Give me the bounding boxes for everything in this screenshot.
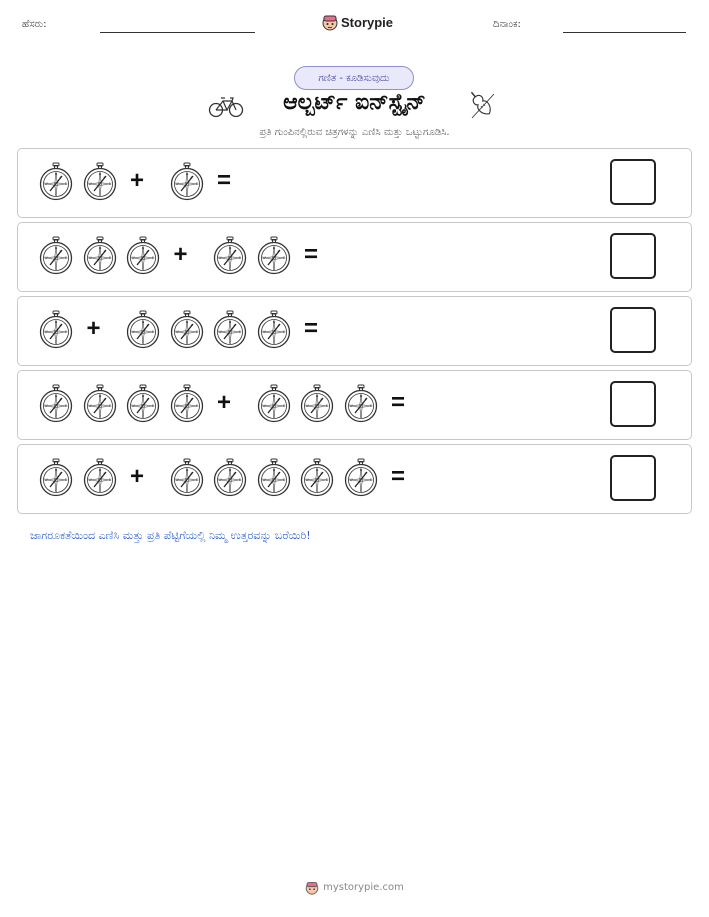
- name-label: ಹೆಸರು:: [22, 19, 47, 30]
- svg-text:W: W: [87, 182, 92, 187]
- svg-text:W: W: [44, 330, 48, 335]
- svg-text:N: N: [54, 394, 58, 398]
- addition-problem-5: [17, 444, 692, 514]
- svg-text:E: E: [325, 478, 329, 483]
- svg-text:E: E: [108, 404, 111, 409]
- right-group-item: [213, 458, 247, 502]
- compass-icon: [170, 384, 204, 424]
- svg-text:N: N: [185, 320, 188, 324]
- compass-icon: [257, 310, 291, 350]
- answer-box[interactable]: [610, 381, 656, 427]
- compass-icon: [126, 236, 160, 276]
- equals-sign: =: [304, 315, 319, 342]
- left-group-item: [83, 384, 117, 428]
- svg-text:S: S: [315, 489, 319, 493]
- svg-text:E: E: [282, 404, 285, 409]
- svg-text:N: N: [359, 394, 362, 398]
- svg-text:E: E: [238, 330, 242, 335]
- answer-instruction: ಜಾಗರೂಕತೆಯಿಂದ ಎಣಿಸಿ ಮತ್ತು ಪ್ರತಿ ಪೆಟ್ಟಿಗೆಯಲ್ಲಿ ನಿಮ್ಮ ಉತ್ತರವನ್ನು ಬರೆಯಿರಿ!: [30, 529, 311, 542]
- svg-text:E: E: [108, 478, 111, 483]
- svg-text:S: S: [98, 489, 101, 493]
- svg-text:W: W: [44, 478, 48, 483]
- svg-text:W: W: [218, 330, 222, 335]
- right-group-item: [213, 236, 247, 280]
- svg-text:W: W: [44, 404, 48, 409]
- svg-text:W: W: [174, 182, 179, 187]
- svg-text:E: E: [195, 404, 198, 409]
- svg-text:W: W: [261, 256, 266, 261]
- compass-icon: [300, 384, 334, 424]
- right-group-item: [170, 310, 204, 354]
- svg-text:W: W: [348, 404, 353, 409]
- svg-text:W: W: [131, 330, 135, 335]
- right-group-item: [213, 310, 247, 354]
- footer-url[interactable]: mystorypie.com: [323, 882, 404, 893]
- compass-icon: [83, 162, 117, 202]
- svg-text:N: N: [141, 394, 145, 398]
- svg-text:N: N: [228, 468, 232, 472]
- svg-text:E: E: [64, 182, 68, 187]
- svg-text:S: S: [185, 341, 188, 345]
- svg-text:W: W: [261, 404, 266, 409]
- violin-icon: [466, 88, 500, 124]
- svg-text:E: E: [64, 256, 68, 261]
- left-group-item: [126, 236, 160, 280]
- left-group-item: [83, 162, 117, 206]
- right-group-item: [257, 236, 291, 280]
- svg-text:N: N: [141, 320, 145, 324]
- svg-text:E: E: [282, 256, 285, 261]
- compass-icon: [39, 384, 73, 424]
- svg-text:N: N: [98, 394, 101, 398]
- svg-text:E: E: [195, 330, 198, 335]
- equals-sign: =: [217, 167, 232, 194]
- left-group-item: [83, 236, 117, 280]
- compass-icon: [126, 310, 160, 350]
- addition-problem-1: [17, 148, 692, 218]
- svg-text:E: E: [325, 404, 329, 409]
- svg-text:E: E: [195, 478, 198, 483]
- svg-text:S: S: [98, 193, 101, 197]
- left-group-item: [126, 384, 160, 428]
- right-group-item: [170, 162, 204, 206]
- compass-icon: [344, 458, 378, 498]
- svg-text:W: W: [44, 256, 48, 261]
- svg-text:W: W: [131, 256, 135, 261]
- svg-text:N: N: [141, 246, 145, 250]
- svg-text:W: W: [261, 478, 266, 483]
- svg-text:S: S: [185, 489, 188, 493]
- addition-problem-3: [17, 296, 692, 366]
- answer-box[interactable]: [610, 233, 656, 279]
- storypie-mascot-icon: [322, 13, 338, 31]
- right-group-item: [300, 384, 334, 428]
- equals-sign: =: [391, 463, 406, 490]
- title-row: [0, 88, 709, 126]
- brand-logo: [322, 13, 393, 31]
- svg-text:W: W: [87, 256, 92, 261]
- svg-text:S: S: [272, 489, 275, 493]
- compass-icon: [39, 162, 73, 202]
- svg-text:N: N: [54, 172, 58, 176]
- svg-text:E: E: [369, 404, 372, 409]
- answer-box[interactable]: [610, 455, 656, 501]
- brand-name: Storypie: [341, 14, 394, 30]
- svg-text:S: S: [141, 415, 145, 419]
- svg-text:S: S: [54, 415, 58, 419]
- answer-box[interactable]: [610, 159, 656, 205]
- plus-sign: +: [86, 315, 101, 342]
- compass-icon: [213, 310, 247, 350]
- svg-text:W: W: [87, 404, 92, 409]
- svg-text:S: S: [272, 341, 275, 345]
- compass-icon: [170, 310, 204, 350]
- compass-icon: [170, 162, 204, 202]
- svg-text:E: E: [238, 256, 242, 261]
- compass-icon: [257, 458, 291, 498]
- svg-text:N: N: [315, 394, 319, 398]
- left-group-item: [39, 162, 73, 206]
- compass-icon: [83, 384, 117, 424]
- right-group-item: [344, 384, 378, 428]
- svg-text:N: N: [359, 468, 362, 472]
- answer-box[interactable]: [610, 307, 656, 353]
- svg-text:W: W: [131, 404, 135, 409]
- svg-text:S: S: [141, 341, 145, 345]
- svg-text:E: E: [108, 256, 111, 261]
- svg-text:W: W: [305, 404, 309, 409]
- compass-icon: [126, 384, 160, 424]
- svg-text:N: N: [185, 468, 188, 472]
- plus-sign: +: [173, 241, 188, 268]
- svg-text:E: E: [282, 330, 285, 335]
- compass-icon: [170, 458, 204, 498]
- svg-text:S: S: [185, 193, 188, 197]
- svg-text:W: W: [261, 330, 266, 335]
- compass-icon: [39, 458, 73, 498]
- right-group-item: [257, 310, 291, 354]
- svg-text:S: S: [315, 415, 319, 419]
- left-group-item: [39, 236, 73, 280]
- svg-text:S: S: [272, 415, 275, 419]
- compass-icon: [39, 236, 73, 276]
- svg-text:W: W: [305, 478, 309, 483]
- svg-text:S: S: [228, 489, 232, 493]
- svg-text:N: N: [272, 394, 275, 398]
- svg-text:N: N: [272, 246, 275, 250]
- svg-text:N: N: [54, 246, 58, 250]
- svg-text:W: W: [174, 330, 179, 335]
- svg-text:W: W: [44, 182, 48, 187]
- left-group-item: [170, 384, 204, 428]
- addition-problem-4: [17, 370, 692, 440]
- addition-problem-2: [17, 222, 692, 292]
- date-field[interactable]: [563, 32, 686, 33]
- svg-text:E: E: [64, 478, 68, 483]
- worksheet-header: [0, 0, 709, 50]
- svg-text:E: E: [64, 404, 68, 409]
- right-group-item: [257, 458, 291, 502]
- svg-text:S: S: [359, 415, 362, 419]
- svg-text:S: S: [272, 267, 275, 271]
- equals-sign: =: [391, 389, 406, 416]
- svg-text:N: N: [54, 468, 58, 472]
- svg-text:N: N: [98, 172, 101, 176]
- subject-badge: ಗಣಿತ - ಕೂಡಿಸುವುದು: [294, 66, 414, 90]
- compass-icon: [344, 384, 378, 424]
- name-field[interactable]: [100, 32, 255, 33]
- left-group-item: [39, 384, 73, 428]
- left-group-item: [39, 458, 73, 502]
- svg-text:S: S: [228, 341, 232, 345]
- date-label: ದಿನಾಂಕ:: [493, 19, 521, 30]
- compass-icon: [83, 458, 117, 498]
- svg-text:S: S: [98, 415, 101, 419]
- svg-text:E: E: [151, 404, 155, 409]
- site-footer: [0, 880, 709, 895]
- plus-sign: +: [130, 167, 145, 194]
- svg-text:W: W: [218, 478, 222, 483]
- right-group-item: [257, 384, 291, 428]
- instructions-subtitle: ಪ್ರತಿ ಗುಂಪಿನಲ್ಲಿರುವ ಚಿತ್ರಗಳನ್ನು ಎಣಿಸಿ ಮತ್ತು ಒಟ್ಟುಗೂಡಿಸಿ.: [259, 127, 450, 138]
- compass-icon: [257, 384, 291, 424]
- svg-text:N: N: [272, 468, 275, 472]
- svg-text:S: S: [359, 489, 362, 493]
- svg-text:E: E: [151, 256, 155, 261]
- svg-text:E: E: [195, 182, 198, 187]
- compass-icon: [39, 310, 73, 350]
- right-group-item: [344, 458, 378, 502]
- svg-text:N: N: [272, 320, 275, 324]
- svg-text:S: S: [228, 267, 232, 271]
- right-group-item: [300, 458, 334, 502]
- svg-text:S: S: [98, 267, 101, 271]
- compass-icon: [213, 458, 247, 498]
- svg-text:N: N: [98, 246, 101, 250]
- svg-text:S: S: [54, 341, 58, 345]
- equals-sign: =: [304, 241, 319, 268]
- svg-text:S: S: [54, 489, 58, 493]
- page-title: ಆಲ್ಬರ್ಟ್ ಐನ್‌ಸ್ಟೈನ್: [283, 90, 426, 115]
- svg-text:S: S: [54, 267, 58, 271]
- svg-text:E: E: [238, 478, 242, 483]
- svg-text:W: W: [218, 256, 222, 261]
- svg-text:E: E: [64, 330, 68, 335]
- right-group-item: [126, 310, 160, 354]
- left-group-item: [83, 458, 117, 502]
- compass-icon: [83, 236, 117, 276]
- compass-icon: [213, 236, 247, 276]
- svg-text:E: E: [282, 478, 285, 483]
- svg-text:W: W: [174, 404, 179, 409]
- svg-text:E: E: [151, 330, 155, 335]
- plus-sign: +: [130, 463, 145, 490]
- plus-sign: +: [217, 389, 232, 416]
- svg-text:N: N: [54, 320, 58, 324]
- svg-text:N: N: [185, 172, 188, 176]
- svg-text:N: N: [315, 468, 319, 472]
- svg-text:W: W: [348, 478, 353, 483]
- storypie-mascot-icon: [305, 880, 319, 895]
- svg-text:W: W: [87, 478, 92, 483]
- svg-text:N: N: [185, 394, 188, 398]
- svg-text:E: E: [369, 478, 372, 483]
- svg-text:S: S: [141, 267, 145, 271]
- svg-text:S: S: [185, 415, 188, 419]
- svg-text:N: N: [228, 320, 232, 324]
- svg-text:N: N: [98, 468, 101, 472]
- svg-text:E: E: [108, 182, 111, 187]
- compass-icon: [257, 236, 291, 276]
- svg-text:S: S: [54, 193, 58, 197]
- left-group-item: [39, 310, 73, 354]
- compass-icon: [300, 458, 334, 498]
- svg-text:N: N: [228, 246, 232, 250]
- right-group-item: [170, 458, 204, 502]
- svg-text:W: W: [174, 478, 179, 483]
